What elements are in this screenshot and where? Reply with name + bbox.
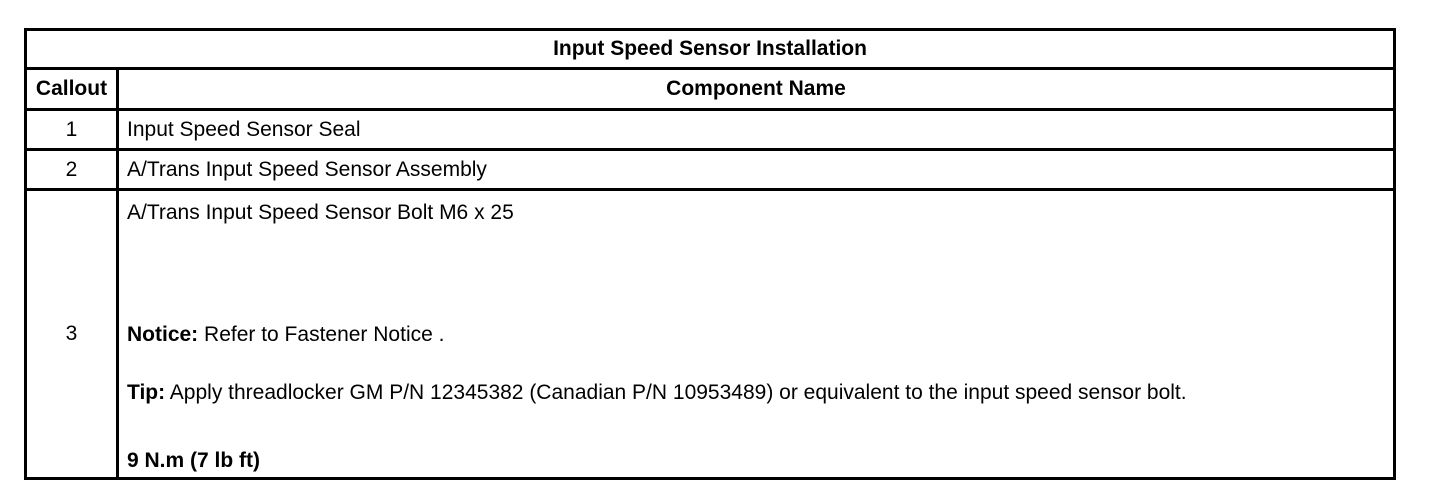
table-row [27,151,1393,191]
callout-cell: 1 [27,111,119,148]
torque-spec: 9 N.m (7 lb ft) [127,449,261,472]
table-row [27,111,1393,151]
bolt-name: A/Trans Input Speed Sensor Bolt M6 x 25 [127,201,514,224]
table-title [27,31,1393,70]
table-row [27,191,1393,477]
table-title-text: Input Speed Sensor Installation [553,37,867,60]
callout-cell: 3 [27,191,119,477]
installation-table [24,28,1396,480]
notice-label: Notice: [127,323,199,346]
tip-label: Tip: [127,381,166,404]
header-callout: Callout [27,70,119,108]
component-name-cell [119,191,1393,477]
component-name-cell: A/Trans Input Speed Sensor Assembly [127,157,487,181]
tip-line [127,381,1187,405]
component-name-cell: Input Speed Sensor Seal [127,117,361,141]
callout-cell: 2 [27,151,119,188]
tip-text: Apply threadlocker GM P/N 12345382 (Canadian P/N 10953489) or equivalent to the input speed sensor bolt. [165,381,1187,404]
header-component-name: Component Name [666,77,846,100]
notice-line [127,323,444,347]
notice-text: Refer to Fastener Notice . [198,323,445,346]
table-header-row [27,70,1393,111]
